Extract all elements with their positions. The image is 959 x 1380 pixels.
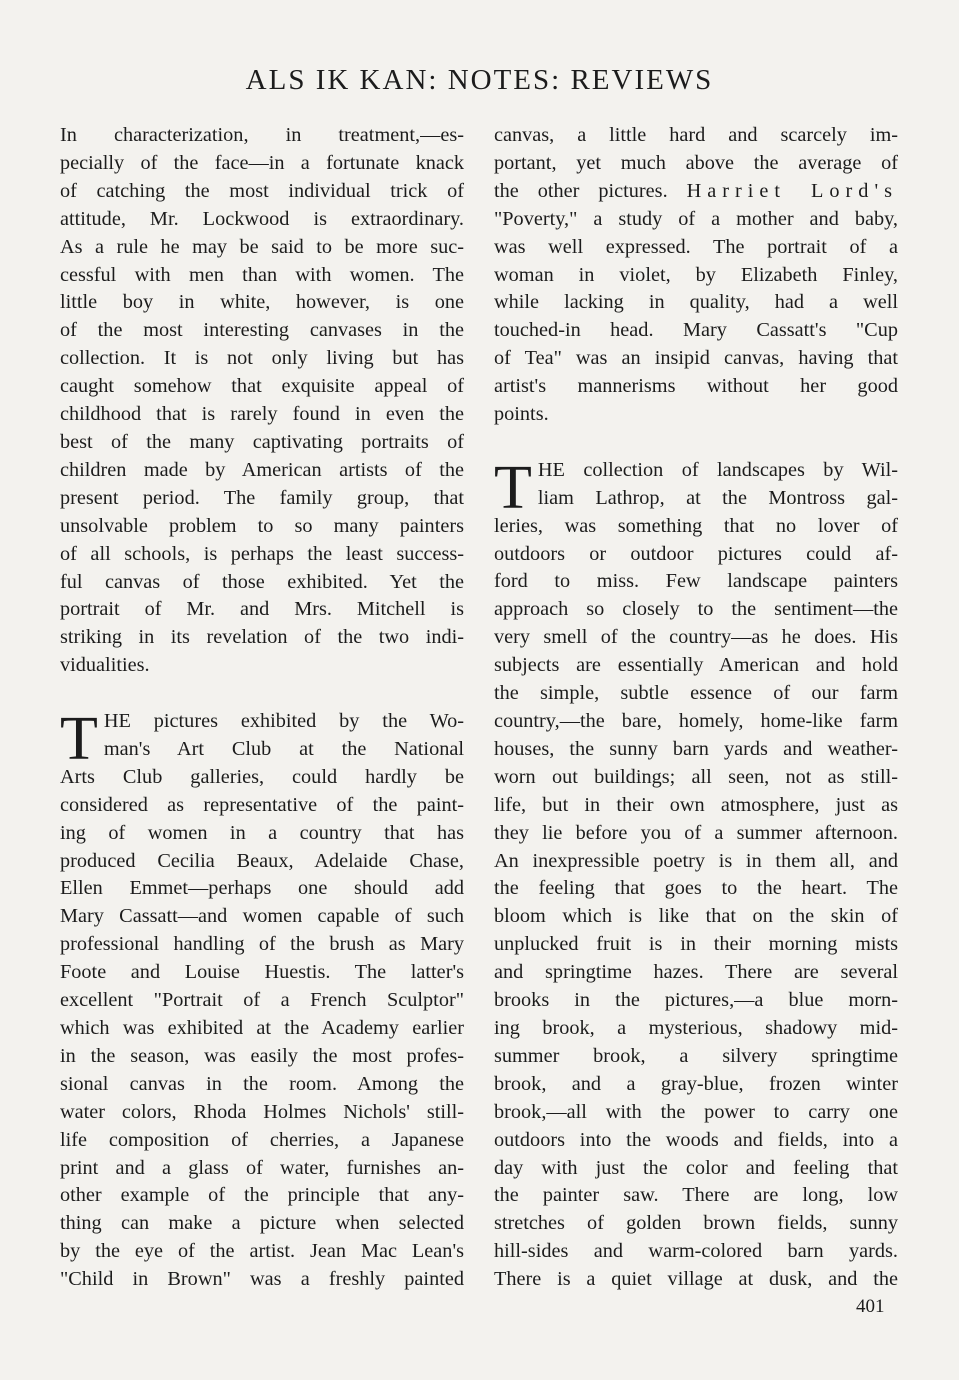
text-line: vidualities. [60,654,150,677]
text-line: woman in violet, by Elizabeth Finley, [494,263,898,286]
text-line: country,—the bare, homely, home-like farm [494,710,898,733]
text-line: pecially of the face—in a fortunate knack [60,151,464,174]
text-line: HE collection of landscapes by Wil- [537,458,898,481]
text-line: which was exhibited at the Academy earlier [60,1016,464,1039]
drop-cap: T [60,705,98,774]
text-line: the other pictures. Harriet Lord's [494,179,898,202]
paragraph-womans-art-club [60,705,464,1294]
text-line: by the eye of the artist. Jean Mac Lean's [60,1240,464,1263]
text-line: In characterization, in treatment,—es- [60,124,464,146]
text-line: of catching the most individual trick of [60,179,464,202]
text-line: "Poverty," a study of a mother and baby, [494,207,898,230]
text-line: other example of the principle that any- [60,1184,464,1207]
text-line: and springtime hazes. There are several [494,961,898,984]
text-line: of all schools, is perhaps the least success- [60,542,464,565]
text-line: worn out buildings; all seen, not as still- [494,765,898,788]
text-line: liam Lathrop, at the Montross gal- [537,486,898,509]
text-line: day with just the color and feeling that [494,1156,898,1179]
text-line: professional handling of the brush as Mary [60,933,464,956]
text-line: Foote and Louise Huestis. The latter's [60,961,464,984]
text-line: of Tea" was an insipid canvas, having that [494,347,898,370]
text-line: portrait of Mr. and Mrs. Mitchell is [60,598,464,621]
text-line: There is a quiet village at dusk, and the [494,1268,898,1291]
text-line: An inexpressible poetry is in them all, and [494,849,898,872]
text-line: Mary Cassatt—and women capable of such [60,905,464,928]
text-line: cessful with men than with women. The [60,263,464,286]
text-line: considered as representative of the paint- [60,793,464,816]
right-column [494,122,898,1294]
text-line: ing of women in a country that has [60,821,464,844]
text-line: produced Cecilia Beaux, Adelaide Chase, [60,849,464,872]
text-line: brook, and a gray-blue, frozen winter [494,1072,898,1095]
text-line: water colors, Rhoda Holmes Nichols' still- [60,1100,464,1123]
text-line: brooks in the pictures,—a blue morn- [494,989,898,1012]
text-line: points. [494,403,549,426]
text-line: unsolvable problem to so many painters [60,514,464,537]
paragraph-continued-review [494,122,898,429]
text-line: childhood that is rarely found in even the [60,403,464,426]
text-line: canvas, a little hard and scarcely im- [494,124,898,146]
text-line: man's Art Club at the National [103,737,464,760]
text-line: artist's mannerisms without her good [494,375,898,398]
text-line: the feeling that goes to the heart. The [494,877,898,900]
paragraph-lockwood [60,122,464,680]
text-line: excellent "Portrait of a French Sculptor" [60,989,464,1012]
text-line: outdoors into the woods and fields, into a [494,1128,898,1151]
text-line: attitude, Mr. Lockwood is extraordinary. [60,207,464,230]
text-line: bloom which is like that on the skin of [494,905,898,928]
left-column [60,122,464,1294]
text-line: touched-in head. Mary Cassatt's "Cup [494,319,898,342]
text-line: brook,—all with the power to carry one [494,1100,898,1123]
text-line: thing can make a picture when selected [60,1212,464,1235]
text-line: portant, yet much above the average of [494,151,898,174]
text-line: while lacking in quality, had a well [494,291,898,314]
text-line: life composition of cherries, a Japanese [60,1128,464,1151]
text-line: hill-sides and warm-colored barn yards. [494,1240,898,1263]
text-line: unplucked fruit is in their morning mists [494,933,898,956]
drop-cap: T [494,453,532,522]
text-line: they lie before you of a summer afternoon. [494,821,898,844]
text-line: HE pictures exhibited by the Wo- [103,710,464,733]
text-line: present period. The family group, that [60,486,464,509]
text-line: houses, the sunny barn yards and weather- [494,737,898,760]
text-line: best of the many captivating portraits of [60,430,464,453]
text-line: very smell of the country—as he does. His [494,626,898,649]
text-line: summer brook, a silvery springtime [494,1044,898,1067]
text-line: Ellen Emmet—perhaps one should add [60,877,464,900]
text-line: striking in its revelation of the two indi- [60,626,464,649]
text-line: ing brook, a mysterious, shadowy mid- [494,1016,898,1039]
text-line: collection. It is not only living but has [60,347,464,370]
text-line: Arts Club galleries, could hardly be [60,765,464,788]
text-line: ful canvas of those exhibited. Yet the [60,570,464,593]
text-line: outdoors or outdoor pictures could af- [494,542,898,565]
text-line: print and a glass of water, furnishes an- [60,1156,464,1179]
text-line: of the most interesting canvases in the [60,319,464,342]
text-line: little boy in white, however, is one [60,291,464,314]
text-line: subjects are essentially American and hold [494,654,898,677]
text-line: As a rule he may be said to be more suc- [60,235,464,258]
text-line: "Child in Brown" was a freshly painted [60,1268,464,1291]
text-line: sional canvas in the room. Among the [60,1072,464,1095]
text-line: was well expressed. The portrait of a [494,235,898,258]
text-line: the simple, subtle essence of our farm [494,682,898,705]
page-number: 401 [856,1296,885,1317]
text-line: the painter saw. There are long, low [494,1184,898,1207]
text-line: leries, was something that no lover of [494,514,898,537]
text-line: stretches of golden brown fields, sunny [494,1212,898,1235]
text-line: ford to miss. Few landscape painters [494,570,898,593]
text-line: approach so closely to the sentiment—the [494,598,898,621]
text-line: in the season, was easily the most profes- [60,1044,464,1067]
text-line: caught somehow that exquisite appeal of [60,375,464,398]
text-line: life, but in their own atmosphere, just as [494,793,898,816]
page-title: ALS IK KAN: NOTES: REVIEWS [245,64,714,96]
paragraph-lathrop-landscapes [494,453,898,1294]
text-line: children made by American artists of the [60,458,464,481]
